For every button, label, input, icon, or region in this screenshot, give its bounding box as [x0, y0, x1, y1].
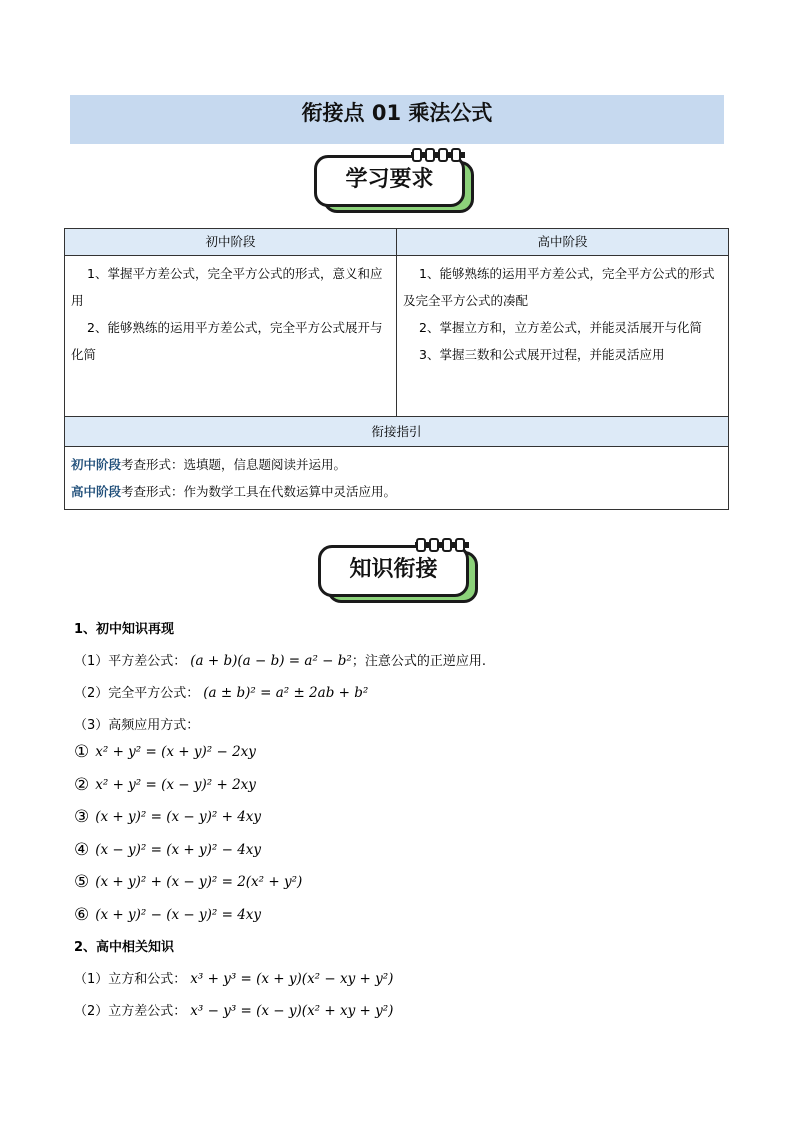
junior-item: 1、掌握平方差公式，完全平方公式的形式，意义和应用: [71, 266, 383, 308]
junior-requirements-cell: [65, 256, 397, 417]
badge-label: 知识衔接: [349, 557, 438, 582]
guide-stage: 高中阶段: [71, 484, 122, 499]
requirements-table: [64, 228, 729, 510]
formula-line: [74, 650, 486, 669]
circled-number: ④: [74, 840, 90, 860]
identity-formula: (x − y)² = (x + y)² − 4xy: [95, 842, 262, 858]
col-header-senior: 高中阶段: [397, 229, 729, 256]
identity-line: [74, 742, 256, 762]
circled-number: ⑤: [74, 872, 90, 892]
notebook-rings-icon: [410, 148, 466, 162]
formula-label: （2）完全平方公式：: [74, 686, 200, 701]
formula-label: （3）高频应用方式：: [74, 718, 200, 733]
identity-formula: (x + y)² − (x − y)² = 4xy: [95, 907, 262, 923]
guide-header: 衔接指引: [65, 417, 729, 447]
circled-number: ⑥: [74, 905, 90, 925]
identity-formula: x² + y² = (x − y)² + 2xy: [95, 777, 256, 793]
junior-item: 2、能够熟练的运用平方差公式，完全平方公式展开与化简: [71, 320, 383, 362]
title-banner: [70, 95, 724, 144]
guide-row: [71, 451, 722, 478]
circled-number: ③: [74, 807, 90, 827]
identity-line: [74, 840, 261, 860]
identity-formula: x² + y² = (x + y)² − 2xy: [95, 744, 256, 760]
badge-label: 学习要求: [345, 167, 434, 192]
perfect-square-formula: (a ± b)² = a² ± 2ab + b²: [203, 685, 369, 701]
identity-formula: (x + y)² = (x − y)² + 4xy: [95, 809, 262, 825]
circled-number: ②: [74, 775, 90, 795]
section-heading: 2、高中相关知识: [74, 940, 175, 955]
formula-line: [74, 968, 393, 987]
guide-cell: [65, 447, 729, 510]
identity-formula: (x + y)² + (x − y)² = 2(x² + y²): [95, 874, 303, 890]
guide-row: [71, 478, 722, 505]
senior-item: 1、能够熟练的运用平方差公式，完全平方公式的形式及完全平方公式的凑配: [403, 266, 715, 308]
difference-of-cubes-formula: x³ − y³ = (x − y)(x² + xy + y²): [190, 1003, 394, 1019]
senior-item: 3、掌握三数和公式展开过程，并能灵活应用: [419, 347, 665, 362]
senior-requirements-cell: [397, 256, 729, 417]
formula-note: ；注意公式的正逆应用.: [351, 654, 486, 669]
guide-stage: 初中阶段: [71, 457, 122, 472]
col-header-junior: 初中阶段: [65, 229, 397, 256]
section-heading: 1、初中知识再现: [74, 622, 175, 637]
formula-line: [74, 1000, 393, 1019]
formula-label: （1）平方差公式：: [74, 654, 187, 669]
guide-text: 考查形式：作为数学工具在代数运算中灵活应用。: [121, 484, 397, 499]
identity-line: [74, 807, 261, 827]
senior-item: 2、掌握立方和，立方差公式，并能灵活展开与化简: [419, 320, 702, 335]
formula-label: （1）立方和公式：: [74, 972, 187, 987]
sum-of-cubes-formula: x³ + y³ = (x + y)(x² − xy + y²): [190, 971, 394, 987]
identity-line: [74, 872, 302, 892]
difference-of-squares-formula: (a + b)(a − b) = a² − b²: [190, 653, 352, 669]
identity-line: [74, 775, 256, 795]
page-title: 衔接点 01 乘法公式: [301, 101, 493, 125]
formula-line: [74, 682, 368, 701]
identity-line: [74, 905, 261, 925]
formula-label: （2）立方差公式：: [74, 1004, 187, 1019]
guide-text: 考查形式：选填题，信息题阅读并运用。: [121, 457, 347, 472]
section-badge-knowledge: [318, 542, 482, 606]
circled-number: ①: [74, 742, 90, 762]
notebook-rings-icon: [414, 538, 470, 552]
section-badge-requirements: [314, 152, 478, 216]
